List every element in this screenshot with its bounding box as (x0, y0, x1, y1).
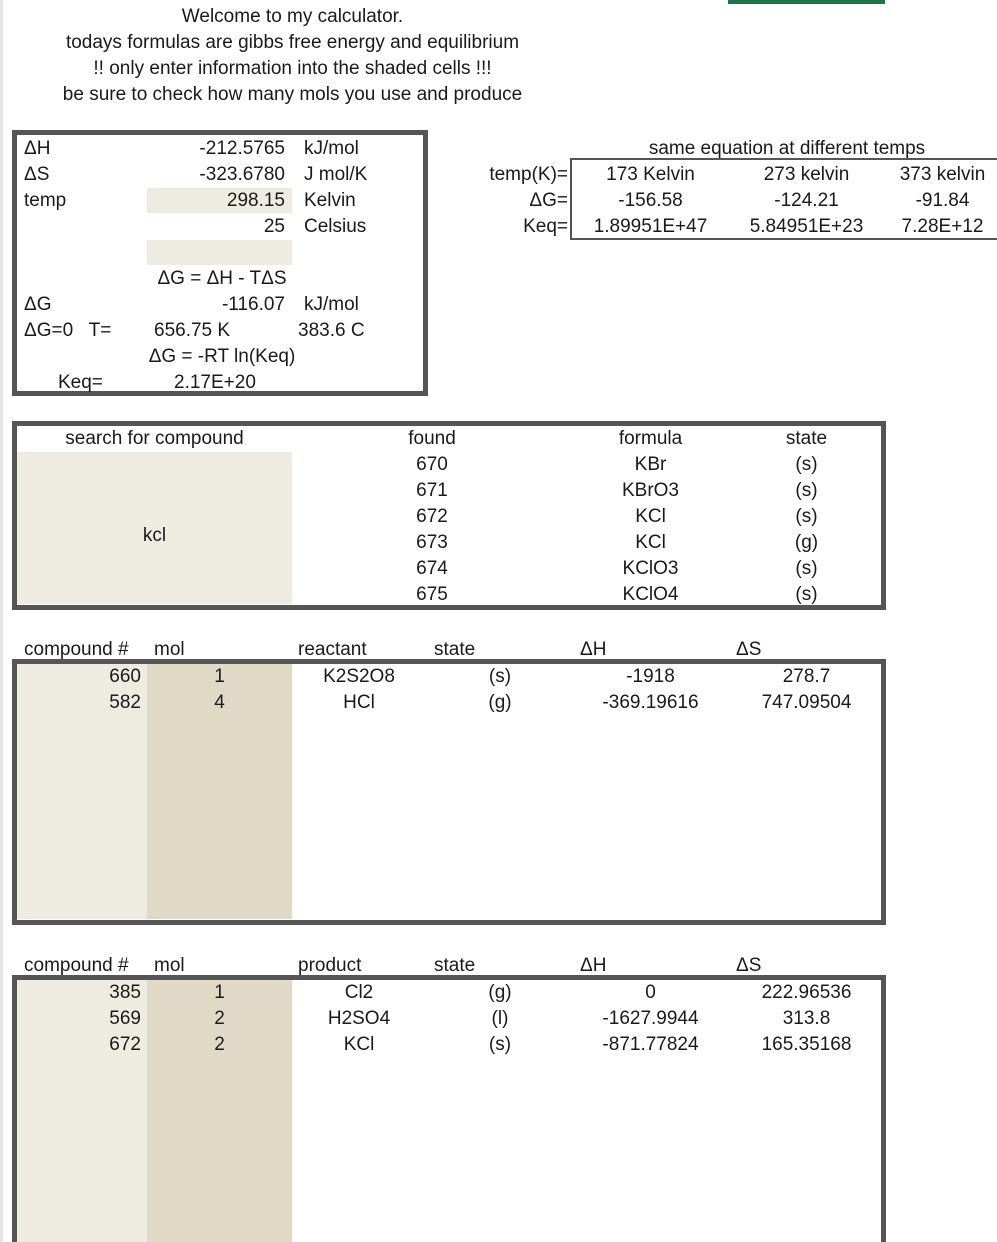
dh-value[interactable]: -212.5765 (199, 138, 285, 159)
product-name: KCl (343, 1034, 375, 1055)
result-state[interactable]: (s) (795, 506, 818, 527)
result-formula[interactable]: KCl (635, 532, 666, 553)
reactant-state: (g) (488, 692, 512, 713)
dg-unit: kJ/mol (304, 294, 359, 315)
reactant-name: HCl (343, 692, 375, 713)
temp-label: temp (24, 190, 67, 211)
result-found[interactable]: 673 (416, 532, 448, 553)
reactants-header-compound: compound # (24, 639, 129, 660)
result-found[interactable]: 671 (416, 480, 448, 501)
reactants-header-mol: mol (154, 639, 185, 660)
result-formula[interactable]: KClO3 (622, 558, 679, 579)
product-compound[interactable]: 569 (109, 1008, 141, 1029)
temps-title: same equation at different temps (648, 138, 926, 159)
reactant-compound[interactable]: 582 (109, 692, 141, 713)
result-state[interactable]: (s) (795, 480, 818, 501)
product-name: H2SO4 (327, 1008, 391, 1029)
search-header-formula: formula (618, 428, 683, 449)
result-state[interactable]: (g) (794, 532, 819, 553)
product-compound[interactable]: 385 (109, 982, 141, 1003)
result-formula[interactable]: KBrO3 (621, 480, 680, 501)
dh-label: ΔH (24, 138, 51, 159)
reactants-header-ds: ΔS (736, 639, 762, 660)
products-header-mol: mol (154, 955, 185, 976)
temps-col2-temp[interactable]: 273 kelvin (763, 164, 850, 185)
search-header-found: found (408, 428, 456, 449)
temps-col1-dg[interactable]: -156.58 (618, 190, 683, 211)
reactants-header-state: state (434, 639, 476, 660)
result-found[interactable]: 675 (416, 584, 448, 605)
result-found[interactable]: 670 (416, 454, 448, 475)
result-found[interactable]: 672 (416, 506, 448, 527)
selected-cell-indicator[interactable] (728, 0, 885, 4)
result-found[interactable]: 674 (416, 558, 448, 579)
product-state: (l) (491, 1008, 509, 1029)
reactant-mol[interactable]: 1 (214, 666, 225, 687)
product-state: (s) (488, 1034, 512, 1055)
temp-value[interactable]: 298.15 (226, 190, 285, 211)
temp-unit: Kelvin (304, 190, 356, 211)
result-formula[interactable]: KClO4 (622, 584, 679, 605)
temps-row-label-dg: ΔG= (529, 190, 568, 211)
temps-col1-temp[interactable]: 173 Kelvin (606, 164, 695, 185)
gibbs-formula: ΔG = ΔH - TΔS (157, 268, 287, 289)
ds-value[interactable]: -323.6780 (199, 164, 285, 185)
dg-zero-celsius[interactable]: 383.6 C (298, 320, 365, 341)
reactants-header-name: reactant (298, 639, 367, 660)
search-query[interactable]: kcl (142, 525, 167, 546)
result-state[interactable]: (s) (795, 558, 818, 579)
ds-unit: J mol/K (304, 164, 368, 185)
product-ds: 165.35168 (761, 1034, 852, 1055)
product-mol[interactable]: 2 (214, 1008, 225, 1029)
reactant-name: K2S2O8 (323, 666, 395, 687)
products-header-ds: ΔS (736, 955, 762, 976)
keq-formula: ΔG = -RT ln(Keq) (148, 346, 296, 367)
dg-zero-kelvin[interactable]: 656.75 K (154, 320, 231, 341)
reactant-dh: -369.19616 (602, 692, 699, 713)
dg-zero-label: ΔG=0 T= (24, 320, 112, 341)
dg-label: ΔG (24, 294, 52, 315)
intro-line-2: todays formulas are gibbs free energy and equilibrium (65, 32, 520, 53)
result-formula[interactable]: KCl (635, 506, 666, 527)
products-header-compound: compound # (24, 955, 129, 976)
ds-label: ΔS (24, 164, 50, 185)
temps-col3-keq[interactable]: 7.28E+12 (901, 216, 984, 237)
celsius-unit: Celsius (304, 216, 367, 237)
temps-col1-keq[interactable]: 1.89951E+47 (593, 216, 708, 237)
product-dh: -1627.9944 (602, 1008, 699, 1029)
reactant-state: (s) (488, 666, 512, 687)
product-compound[interactable]: 672 (109, 1034, 141, 1055)
intro-line-3: !! only enter information into the shaded cells !!! (93, 58, 492, 79)
reactant-mol[interactable]: 4 (214, 692, 225, 713)
reactant-ds: 278.7 (782, 666, 831, 687)
keq-value[interactable]: 2.17E+20 (174, 372, 256, 393)
result-state[interactable]: (s) (795, 584, 818, 605)
keq-label: Keq= (58, 372, 103, 393)
temps-row-label-temp: temp(K)= (489, 164, 568, 185)
reactant-dh: -1918 (626, 666, 675, 687)
reactant-compound[interactable]: 660 (109, 666, 141, 687)
product-dh: -871.77824 (602, 1034, 699, 1055)
temps-row-label-keq: Keq= (523, 216, 568, 237)
product-ds: 222.96536 (761, 982, 852, 1003)
celsius-value[interactable]: 25 (263, 216, 285, 237)
product-name: Cl2 (344, 982, 374, 1003)
product-mol[interactable]: 1 (214, 982, 225, 1003)
sheet-left-edge (0, 0, 3, 1242)
dh-unit: kJ/mol (304, 138, 359, 159)
intro-line-4: be sure to check how many mols you use and produce (62, 84, 523, 105)
reactants-header-dh: ΔH (580, 639, 607, 660)
temps-col3-dg[interactable]: -91.84 (915, 190, 970, 211)
products-header-name: product (298, 955, 362, 976)
temps-col3-temp[interactable]: 373 kelvin (899, 164, 986, 185)
search-label: search for compound (65, 428, 244, 449)
result-state[interactable]: (s) (795, 454, 818, 475)
product-mol[interactable]: 2 (214, 1034, 225, 1055)
products-header-state: state (434, 955, 476, 976)
product-ds: 313.8 (782, 1008, 831, 1029)
reactant-ds: 747.09504 (761, 692, 852, 713)
result-formula[interactable]: KBr (634, 454, 667, 475)
temps-col2-keq[interactable]: 5.84951E+23 (749, 216, 864, 237)
intro-line-1: Welcome to my calculator. (181, 6, 404, 27)
product-state: (g) (488, 982, 512, 1003)
product-dh: 0 (645, 982, 656, 1003)
search-header-state: state (785, 428, 828, 449)
temps-col2-dg[interactable]: -124.21 (774, 190, 839, 211)
products-header-dh: ΔH (580, 955, 607, 976)
dg-value[interactable]: -116.07 (221, 294, 285, 315)
